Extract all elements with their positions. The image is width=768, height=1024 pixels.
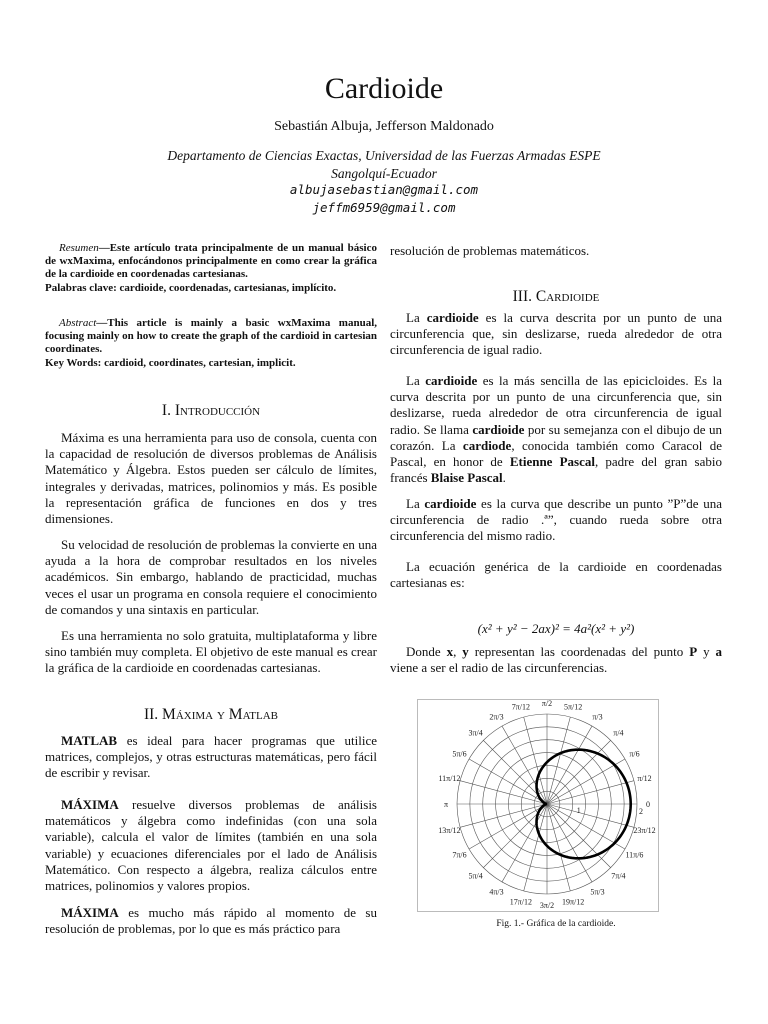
paragraph-maxima-1: MÁXIMA resuelve diversos problemas de análisis matemáticos y álgebra como indefinidas (con una sola variable), calcula el valor de límites (también en una sola variable) y ecuaciones diferenciales por el lado de Análisis Matemático. Con respecto a álgebra, realiza cálculos entre matrices, polinomios y valores propios. (45, 797, 377, 894)
angle-label: 19π/12 (562, 897, 585, 907)
paragraph-cardioide-5: Donde x, y representan las coordenadas del punto P y a viene a ser el radio de las circunferencias. (390, 644, 723, 676)
angle-label: 5π/3 (590, 887, 605, 897)
angle-label: 23π/12 (633, 826, 656, 836)
abstract-es-keywords: Palabras clave: cardioide, coordenadas, cartesianas, implícito. (45, 281, 337, 294)
grid-spoke (460, 804, 547, 827)
email-1: albujasebastian@gmail.com (289, 182, 479, 197)
angle-label: 11π/12 (438, 773, 461, 783)
paragraph-maxima-2-continued: resolución de problemas matemáticos. (390, 243, 590, 258)
term-maxima: MÁXIMA (61, 905, 119, 920)
paragraph-cardioide-2: La cardioide es la más sencilla de las epicicloides. Es la curva descrita por un punto de una circunferencia que, sin deslizarse, rueda alrededor de otra circunferencia de igual radio. Se llama cardioide por su semejanza con el dibujo de un corazón. La cardiode, conocida también como Caracol de Pascal, en honor de Etienne Pascal, padre del gran sabio francés Blaise Pascal. (390, 373, 722, 486)
angle-label: 0 (646, 800, 650, 809)
grid-spoke (547, 804, 634, 827)
grid-spoke (524, 717, 547, 804)
angle-label: π (443, 800, 449, 809)
angle-label: π/4 (613, 728, 624, 738)
grid-spoke (469, 804, 547, 849)
affiliation-line: Departamento de Ciencias Exactas, Universidad de las Fuerzas Armadas ESPE (167, 148, 601, 163)
paragraph-intro-2: Su velocidad de resolución de problemas la convierte en una ayuda a la hora de comprobar resultados en los niveles académicos. Sin embargo, hablando de practicidad, muchas veces el usar un programa en consola requiere el conocimiento de comandos y una sintaxis en particular. (45, 537, 377, 617)
angle-label: π/6 (629, 749, 640, 759)
paragraph-maxima-2: MÁXIMA es mucho más rápido al momento de su resolución de problemas, por lo que es más práctico para (45, 905, 377, 937)
section-heading-introduccion (45, 403, 377, 419)
angle-label: 5π/4 (468, 871, 483, 881)
cardioid-figure (417, 699, 659, 912)
term-maxima: MÁXIMA (61, 797, 119, 812)
angle-label: 17π/12 (509, 897, 532, 907)
left-column (45, 0, 377, 1024)
section-name: Cardioide (535, 288, 600, 305)
abstract-en-lead: Abstract (59, 317, 97, 329)
polar-plot (418, 700, 658, 911)
grid-spoke (547, 804, 592, 882)
angle-label: π/12 (637, 773, 652, 783)
abstract-en-keywords: Key Words: cardioid, coordinates, cartesian, implicit. (45, 356, 296, 369)
grid-spoke (502, 804, 547, 882)
abstract-es-text: —Este artículo trata principalmente de un manual básico de wxMaxima, enfocándonos principalmente en como crear la gráfica de la cardioide en coordenadas cartesianas. (45, 242, 377, 281)
angle-label: 7π/6 (452, 850, 467, 860)
angle-label: 13π/12 (438, 826, 461, 836)
grid-spoke (547, 804, 625, 849)
paragraph-cardioide-3: La cardioide es la curva que describe un punto ”P”de una circunferencia de radio .ª”, cuando rueda sobre otra circunferencia del mismo radio. (390, 496, 722, 544)
angle-label: 2π/3 (489, 712, 504, 722)
paragraph-matlab: MATLAB es ideal para hacer programas que utilice matrices, complejos, y otras estructuras matemáticas, pero fácil de escribir y revisar. (45, 733, 377, 781)
term-matlab: MATLAB (61, 733, 118, 748)
grid-spoke (547, 726, 592, 804)
paragraph-cardioide-1: La cardioide es la curva descrita por un punto de una circunferencia que, sin deslizarse, rueda alrededor de otra circunferencia de igual radio. (390, 310, 723, 358)
equation-cardioide: (x² + y² − 2ax)² = 4a²(x² + y²) (477, 621, 635, 636)
grid-spoke (469, 759, 547, 804)
angle-label: 4π/3 (489, 887, 504, 897)
figure-caption: Fig. 1.- Gráfica de la cardioide. (496, 919, 616, 929)
section-name: Introducción (174, 402, 261, 419)
paragraph-cardioide-4: La ecuación genérica de la cardioide en coordenadas cartesianas es: (390, 559, 722, 591)
angle-label: 7π/12 (511, 702, 530, 712)
angle-label: 5π/12 (564, 702, 583, 712)
section-heading-maxima-matlab (45, 707, 377, 723)
angle-label: 11π/6 (625, 850, 644, 860)
paragraph-intro-1: Máxima es una herramienta para uso de consola, cuenta con la capacidad de resolución de diversos problemas de Análisis Matemático y Álgebra. Estos pueden ser cálculo de límites, integrales y derivadas, matrices, polinomios y más. Es posible la representación gráfica de funciones en dos y tres dimensiones. (45, 430, 377, 527)
angle-label: π/3 (592, 712, 603, 722)
section-number: I. (161, 402, 171, 419)
angle-label: 3π/4 (468, 728, 483, 738)
grid-spoke (547, 759, 625, 804)
radial-label: 2 (639, 807, 643, 816)
grid-spoke (547, 781, 634, 804)
grid-spoke (460, 781, 547, 804)
angle-label: π/2 (541, 700, 553, 708)
abstract-es (45, 242, 377, 295)
paper-title: Cardioide (324, 72, 444, 105)
abstract-es-lead: Resumen (59, 242, 99, 254)
email-2: jeffm6959@gmail.com (312, 200, 456, 215)
abstract-en-text: —This article is mainly a basic wxMaxima manual, focusing mainly on how to create the graph of the cardioid in cartesian coordinates. (45, 317, 377, 356)
section-name: Máxima y Matlab (162, 706, 279, 723)
section-number: II. (143, 706, 159, 723)
affiliation-location: Sangolquí-Ecuador (331, 166, 437, 181)
angle-label: 3π/2 (539, 901, 555, 910)
section-number: III. (512, 288, 532, 305)
section-heading-cardioide (390, 289, 722, 305)
angle-label: 7π/4 (611, 871, 626, 881)
angle-label: 5π/6 (452, 749, 467, 759)
grid-spoke (524, 804, 547, 891)
abstract-en (45, 317, 377, 370)
authors: Sebastián Albuja, Jefferson Maldonado (274, 119, 494, 134)
grid-spoke (502, 726, 547, 804)
paragraph-intro-3: Es una herramienta no solo gratuita, multiplataforma y libre sino también muy completa. El objetivo de este manual es crear la gráfica de la cardioide en coordenadas cartesianas. (45, 628, 377, 676)
radial-label: 1 (576, 806, 581, 815)
